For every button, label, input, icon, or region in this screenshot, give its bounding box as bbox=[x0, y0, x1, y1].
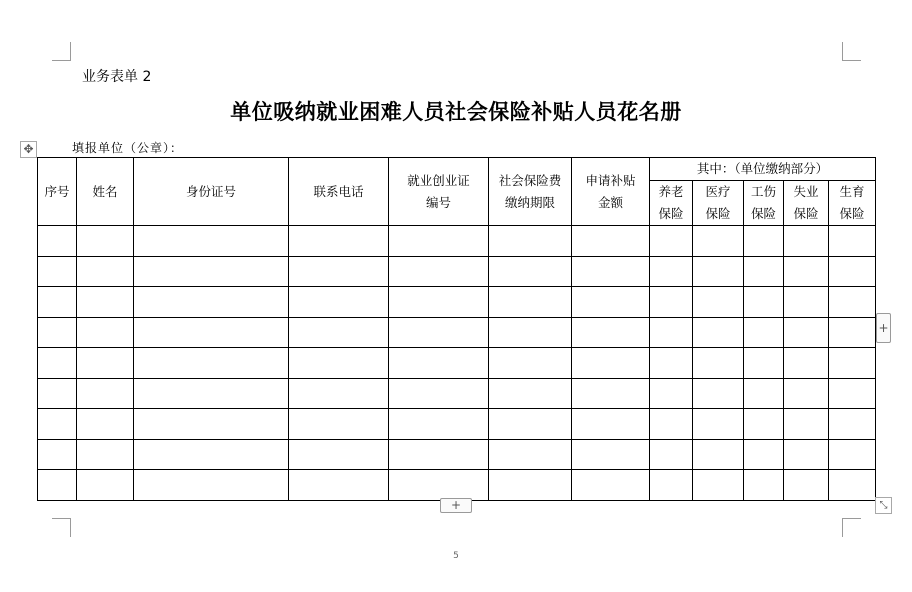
table-cell[interactable] bbox=[289, 409, 389, 440]
table-cell[interactable] bbox=[38, 439, 77, 470]
table-cell[interactable] bbox=[134, 287, 289, 318]
table-cell[interactable] bbox=[489, 409, 572, 440]
table-cell[interactable] bbox=[289, 348, 389, 379]
table-cell[interactable] bbox=[77, 378, 134, 409]
plus-icon: + bbox=[450, 498, 462, 512]
table-cell[interactable] bbox=[784, 317, 829, 348]
table-cell[interactable] bbox=[38, 378, 77, 409]
table-cell[interactable] bbox=[489, 378, 572, 409]
header-employment-cert-line1: 就业创业证 bbox=[407, 172, 470, 188]
table-cell[interactable] bbox=[693, 287, 744, 318]
table-cell[interactable] bbox=[693, 226, 744, 257]
table-cell[interactable] bbox=[38, 409, 77, 440]
table-cell[interactable] bbox=[650, 348, 693, 379]
header-phone: 联系电话 bbox=[289, 158, 389, 226]
table-cell[interactable] bbox=[693, 439, 744, 470]
table-row bbox=[38, 439, 876, 470]
table-cell[interactable] bbox=[744, 378, 784, 409]
header-injury-line1: 工伤 bbox=[750, 184, 776, 199]
table-cell[interactable] bbox=[572, 287, 650, 318]
table-cell[interactable] bbox=[693, 256, 744, 287]
table-cell[interactable] bbox=[693, 348, 744, 379]
table-cell[interactable] bbox=[693, 409, 744, 440]
corner-mark-top-right bbox=[842, 42, 861, 61]
header-subsidy-amount-line1: 申请补贴 bbox=[585, 172, 636, 188]
header-employment-cert bbox=[389, 158, 489, 226]
table-cell[interactable] bbox=[77, 470, 134, 501]
table-cell[interactable] bbox=[784, 470, 829, 501]
table-cell[interactable] bbox=[134, 470, 289, 501]
table-cell[interactable] bbox=[650, 409, 693, 440]
table-cell[interactable] bbox=[77, 226, 134, 257]
table-cell[interactable] bbox=[744, 439, 784, 470]
header-maternity-line2: 保险 bbox=[839, 206, 865, 221]
corner-mark-bottom-right bbox=[842, 518, 861, 537]
table-cell[interactable] bbox=[389, 378, 489, 409]
table-cell[interactable] bbox=[829, 439, 876, 470]
table-cell[interactable] bbox=[389, 409, 489, 440]
table-cell[interactable] bbox=[829, 378, 876, 409]
table-row bbox=[38, 470, 876, 501]
table-cell[interactable] bbox=[289, 226, 389, 257]
corner-mark-bottom-left bbox=[52, 518, 71, 537]
header-medical-line2: 保险 bbox=[705, 206, 731, 221]
table-cell[interactable] bbox=[77, 317, 134, 348]
table-cell[interactable] bbox=[572, 378, 650, 409]
table-cell[interactable] bbox=[650, 439, 693, 470]
table-cell[interactable] bbox=[134, 317, 289, 348]
table-cell[interactable] bbox=[650, 378, 693, 409]
table-cell[interactable] bbox=[38, 287, 77, 318]
page-number: 5 bbox=[453, 551, 459, 561]
table-row bbox=[38, 256, 876, 287]
table-cell[interactable] bbox=[489, 287, 572, 318]
table-cell[interactable] bbox=[489, 439, 572, 470]
document-title: 单位吸纳就业困难人员社会保险补贴人员花名册 bbox=[230, 99, 682, 124]
table-cell[interactable] bbox=[572, 439, 650, 470]
table-row bbox=[38, 409, 876, 440]
header-seq: 序号 bbox=[38, 158, 77, 226]
table-cell[interactable] bbox=[572, 348, 650, 379]
add-row-button[interactable] bbox=[440, 498, 472, 513]
header-insurance-period bbox=[489, 158, 572, 226]
table-row bbox=[38, 348, 876, 379]
table-cell[interactable] bbox=[134, 226, 289, 257]
table-cell[interactable] bbox=[77, 409, 134, 440]
table-cell[interactable] bbox=[829, 409, 876, 440]
table-cell[interactable] bbox=[784, 348, 829, 379]
table-row bbox=[38, 287, 876, 318]
table-cell[interactable] bbox=[489, 317, 572, 348]
table-cell[interactable] bbox=[650, 256, 693, 287]
header-medical-insurance bbox=[693, 181, 744, 226]
table-cell[interactable] bbox=[77, 287, 134, 318]
table-cell[interactable] bbox=[784, 378, 829, 409]
table-cell[interactable] bbox=[38, 317, 77, 348]
table-cell[interactable] bbox=[744, 287, 784, 318]
header-pension-insurance bbox=[650, 181, 693, 226]
table-cell[interactable] bbox=[784, 439, 829, 470]
header-pension-line2: 保险 bbox=[658, 206, 684, 221]
table-cell[interactable] bbox=[650, 470, 693, 501]
header-injury-insurance bbox=[744, 181, 784, 226]
table-cell[interactable] bbox=[744, 226, 784, 257]
table-cell[interactable] bbox=[289, 470, 389, 501]
table-cell[interactable] bbox=[829, 226, 876, 257]
table-cell[interactable] bbox=[77, 256, 134, 287]
table-cell[interactable] bbox=[134, 409, 289, 440]
table-cell[interactable] bbox=[38, 256, 77, 287]
table-cell[interactable] bbox=[572, 317, 650, 348]
header-unemployment-line1: 失业 bbox=[793, 184, 819, 199]
table-cell[interactable] bbox=[829, 317, 876, 348]
header-unemployment-insurance bbox=[784, 181, 829, 226]
table-cell[interactable] bbox=[38, 348, 77, 379]
table-cell[interactable] bbox=[77, 439, 134, 470]
table-cell[interactable] bbox=[77, 348, 134, 379]
table-cell[interactable] bbox=[389, 439, 489, 470]
header-row bbox=[38, 158, 876, 181]
header-unemployment-line2: 保险 bbox=[793, 206, 819, 221]
header-name: 姓名 bbox=[77, 158, 134, 226]
table-cell[interactable] bbox=[572, 226, 650, 257]
table-cell[interactable] bbox=[38, 226, 77, 257]
table-cell[interactable] bbox=[784, 287, 829, 318]
plus-icon: + bbox=[878, 321, 889, 335]
table-cell[interactable] bbox=[289, 378, 389, 409]
move-icon[interactable]: ✥ bbox=[20, 141, 37, 158]
roster-body bbox=[38, 226, 876, 501]
table-cell[interactable] bbox=[389, 317, 489, 348]
add-column-button[interactable] bbox=[876, 313, 891, 343]
table-cell[interactable] bbox=[744, 470, 784, 501]
reporting-unit-label: 填报单位（公章）： bbox=[72, 141, 184, 155]
table-cell[interactable] bbox=[829, 287, 876, 318]
table-cell[interactable] bbox=[389, 287, 489, 318]
table-row bbox=[38, 317, 876, 348]
table-cell[interactable] bbox=[134, 256, 289, 287]
table-cell[interactable] bbox=[289, 256, 389, 287]
table-cell[interactable] bbox=[693, 317, 744, 348]
header-id-number: 身份证号 bbox=[134, 158, 289, 226]
corner-mark-top-left bbox=[52, 42, 71, 61]
table-cell[interactable] bbox=[489, 226, 572, 257]
table-cell[interactable] bbox=[829, 470, 876, 501]
table-cell[interactable] bbox=[389, 256, 489, 287]
table-cell[interactable] bbox=[572, 470, 650, 501]
header-pension-line1: 养老 bbox=[658, 184, 684, 199]
header-maternity-line1: 生育 bbox=[839, 184, 865, 199]
header-maternity-insurance bbox=[829, 181, 876, 226]
table-cell[interactable] bbox=[650, 317, 693, 348]
table-cell[interactable] bbox=[744, 409, 784, 440]
header-subsidy-amount bbox=[572, 158, 650, 226]
table-cell[interactable] bbox=[389, 226, 489, 257]
table-cell[interactable] bbox=[693, 378, 744, 409]
table-row bbox=[38, 378, 876, 409]
table-cell[interactable] bbox=[572, 409, 650, 440]
table-cell[interactable] bbox=[134, 378, 289, 409]
table-cell[interactable] bbox=[489, 470, 572, 501]
table-cell[interactable] bbox=[784, 409, 829, 440]
table-cell[interactable] bbox=[650, 287, 693, 318]
table-cell[interactable] bbox=[744, 317, 784, 348]
table-cell[interactable] bbox=[289, 317, 389, 348]
table-cell[interactable] bbox=[744, 256, 784, 287]
table-cell[interactable] bbox=[389, 348, 489, 379]
table-cell[interactable] bbox=[38, 470, 77, 501]
table-cell[interactable] bbox=[289, 439, 389, 470]
table-cell[interactable] bbox=[650, 226, 693, 257]
roster-table bbox=[37, 157, 876, 501]
table-cell[interactable] bbox=[289, 287, 389, 318]
table-cell[interactable] bbox=[134, 348, 289, 379]
header-employment-cert-line2: 编号 bbox=[425, 194, 451, 210]
table-cell[interactable] bbox=[744, 348, 784, 379]
table-cell[interactable] bbox=[572, 256, 650, 287]
header-medical-line1: 医疗 bbox=[705, 184, 731, 199]
header-insurance-period-line2: 缴纳期限 bbox=[504, 194, 555, 210]
table-cell[interactable] bbox=[389, 470, 489, 501]
table-cell[interactable] bbox=[829, 348, 876, 379]
table-row bbox=[38, 226, 876, 257]
table-cell[interactable] bbox=[489, 348, 572, 379]
header-injury-line2: 保险 bbox=[750, 206, 776, 221]
header-subsidy-amount-line2: 金额 bbox=[597, 194, 623, 210]
resize-icon[interactable]: ⤡ bbox=[875, 497, 892, 514]
form-label: 业务表单 2 bbox=[82, 69, 152, 85]
header-insurance-period-line1: 社会保险费 bbox=[498, 172, 562, 188]
table-cell[interactable] bbox=[829, 256, 876, 287]
table-cell[interactable] bbox=[489, 256, 572, 287]
table-cell[interactable] bbox=[784, 256, 829, 287]
table-cell[interactable] bbox=[693, 470, 744, 501]
header-employer-portion: 其中：（单位缴纳部分） bbox=[650, 158, 876, 181]
table-cell[interactable] bbox=[134, 439, 289, 470]
table-cell[interactable] bbox=[784, 226, 829, 257]
